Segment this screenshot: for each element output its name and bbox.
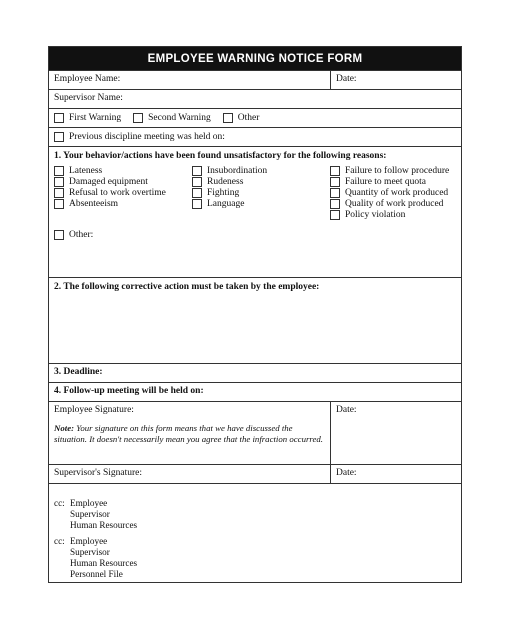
cc-label: cc: — [54, 498, 65, 508]
supervisor-signature-field[interactable]: Supervisor's Signature: — [49, 465, 331, 483]
checkbox[interactable] — [192, 166, 202, 176]
date-field[interactable]: Date: — [336, 74, 357, 84]
checkbox[interactable] — [192, 177, 202, 187]
section2-heading: 2. The following corrective action must be taken by the employee: — [54, 282, 320, 292]
cc-item: Human Resources — [70, 558, 138, 569]
cc-item: Personnel File — [70, 569, 123, 580]
reason-quantity-work[interactable]: Quantity of work produced — [330, 187, 456, 198]
section3-deadline[interactable] — [49, 363, 461, 382]
supervisor-name-row — [49, 89, 461, 108]
note-text: Your signature on this form means that we have discussed the situation. It doesn't necessarily mean you agree that the infraction occurred. — [54, 423, 323, 444]
section4-heading: 4. Follow-up meeting will be held on: — [54, 386, 204, 396]
form-title: EMPLOYEE WARNING NOTICE FORM — [49, 47, 461, 70]
note-label: Note: — [54, 423, 75, 433]
checkbox[interactable] — [54, 230, 64, 240]
reasons-grid — [49, 162, 461, 221]
second-warning-option[interactable]: Second Warning — [133, 113, 211, 123]
checkbox[interactable] — [192, 188, 202, 198]
checkbox[interactable] — [54, 199, 64, 209]
checkbox[interactable] — [54, 113, 64, 123]
warning-notice-form — [48, 46, 462, 583]
checkbox[interactable] — [330, 166, 340, 176]
cc-group-2 — [49, 536, 461, 581]
section2-corrective-action[interactable] — [49, 277, 461, 363]
signature-note — [54, 423, 325, 445]
reason-language[interactable]: Language — [192, 199, 330, 210]
checkbox[interactable] — [330, 210, 340, 220]
reasons-column-3 — [330, 165, 456, 221]
reason-absenteeism[interactable]: Absenteeism — [54, 199, 192, 210]
cc-group-1 — [49, 498, 461, 532]
reason-lateness[interactable]: Lateness — [54, 165, 192, 176]
reason-refusal-overtime[interactable]: Refusal to work overtime — [54, 187, 192, 198]
checkbox[interactable] — [54, 132, 64, 142]
employee-name-row — [49, 70, 461, 89]
cc-item: Human Resources — [70, 520, 138, 531]
reasons-column-2 — [192, 165, 330, 221]
reason-fighting[interactable]: Fighting — [192, 187, 330, 198]
section1-heading: 1. Your behavior/actions have been found unsatisfactory for the following reasons: — [54, 151, 387, 161]
checkbox[interactable] — [330, 177, 340, 187]
cc-item: Supervisor — [70, 546, 110, 557]
warning-type-row — [49, 108, 461, 127]
section3-heading: 3. Deadline: — [54, 367, 103, 377]
reason-insubordination[interactable]: Insubordination — [192, 165, 330, 176]
cc-section — [49, 483, 461, 582]
cc-item: Supervisor — [70, 509, 110, 520]
checkbox[interactable] — [192, 199, 202, 209]
reason-quality-work[interactable]: Quality of work produced — [330, 199, 456, 210]
previous-meeting-row — [49, 127, 461, 146]
other-reason[interactable]: Other: — [49, 227, 461, 243]
checkbox[interactable] — [223, 113, 233, 123]
reason-failure-quota[interactable]: Failure to meet quota — [330, 176, 456, 187]
section1-reasons — [49, 146, 461, 277]
checkbox[interactable] — [54, 188, 64, 198]
cc-label: cc: — [54, 535, 65, 546]
employee-signature-label: Employee Signature: — [54, 405, 134, 415]
employee-name-field[interactable]: Employee Name: — [49, 71, 331, 89]
supervisor-signature-row — [49, 464, 461, 483]
previous-meeting-label: Previous discipline meeting was held on: — [69, 132, 225, 142]
cc-item: Employee — [70, 498, 108, 508]
section4-follow-up[interactable] — [49, 382, 461, 401]
supervisor-name-field[interactable]: Supervisor Name: — [54, 93, 123, 103]
other-warning-option[interactable]: Other — [223, 113, 260, 123]
checkbox[interactable] — [54, 166, 64, 176]
checkbox[interactable] — [133, 113, 143, 123]
reason-failure-procedure[interactable]: Failure to follow procedure — [330, 165, 456, 176]
checkbox[interactable] — [330, 199, 340, 209]
supervisor-signature-date[interactable]: Date: — [336, 468, 357, 478]
employee-signature-date[interactable]: Date: — [336, 405, 357, 415]
first-warning-option[interactable]: First Warning — [54, 113, 121, 123]
cc-item: Employee — [70, 535, 108, 546]
employee-signature-row — [49, 401, 461, 464]
employee-signature-cell[interactable] — [49, 402, 331, 464]
reason-policy-violation[interactable]: Policy violation — [330, 210, 456, 221]
checkbox[interactable] — [54, 177, 64, 187]
reason-rudeness[interactable]: Rudeness — [192, 176, 330, 187]
reasons-column-1 — [54, 165, 192, 221]
checkbox[interactable] — [330, 188, 340, 198]
reason-damaged-equipment[interactable]: Damaged equipment — [54, 176, 192, 187]
